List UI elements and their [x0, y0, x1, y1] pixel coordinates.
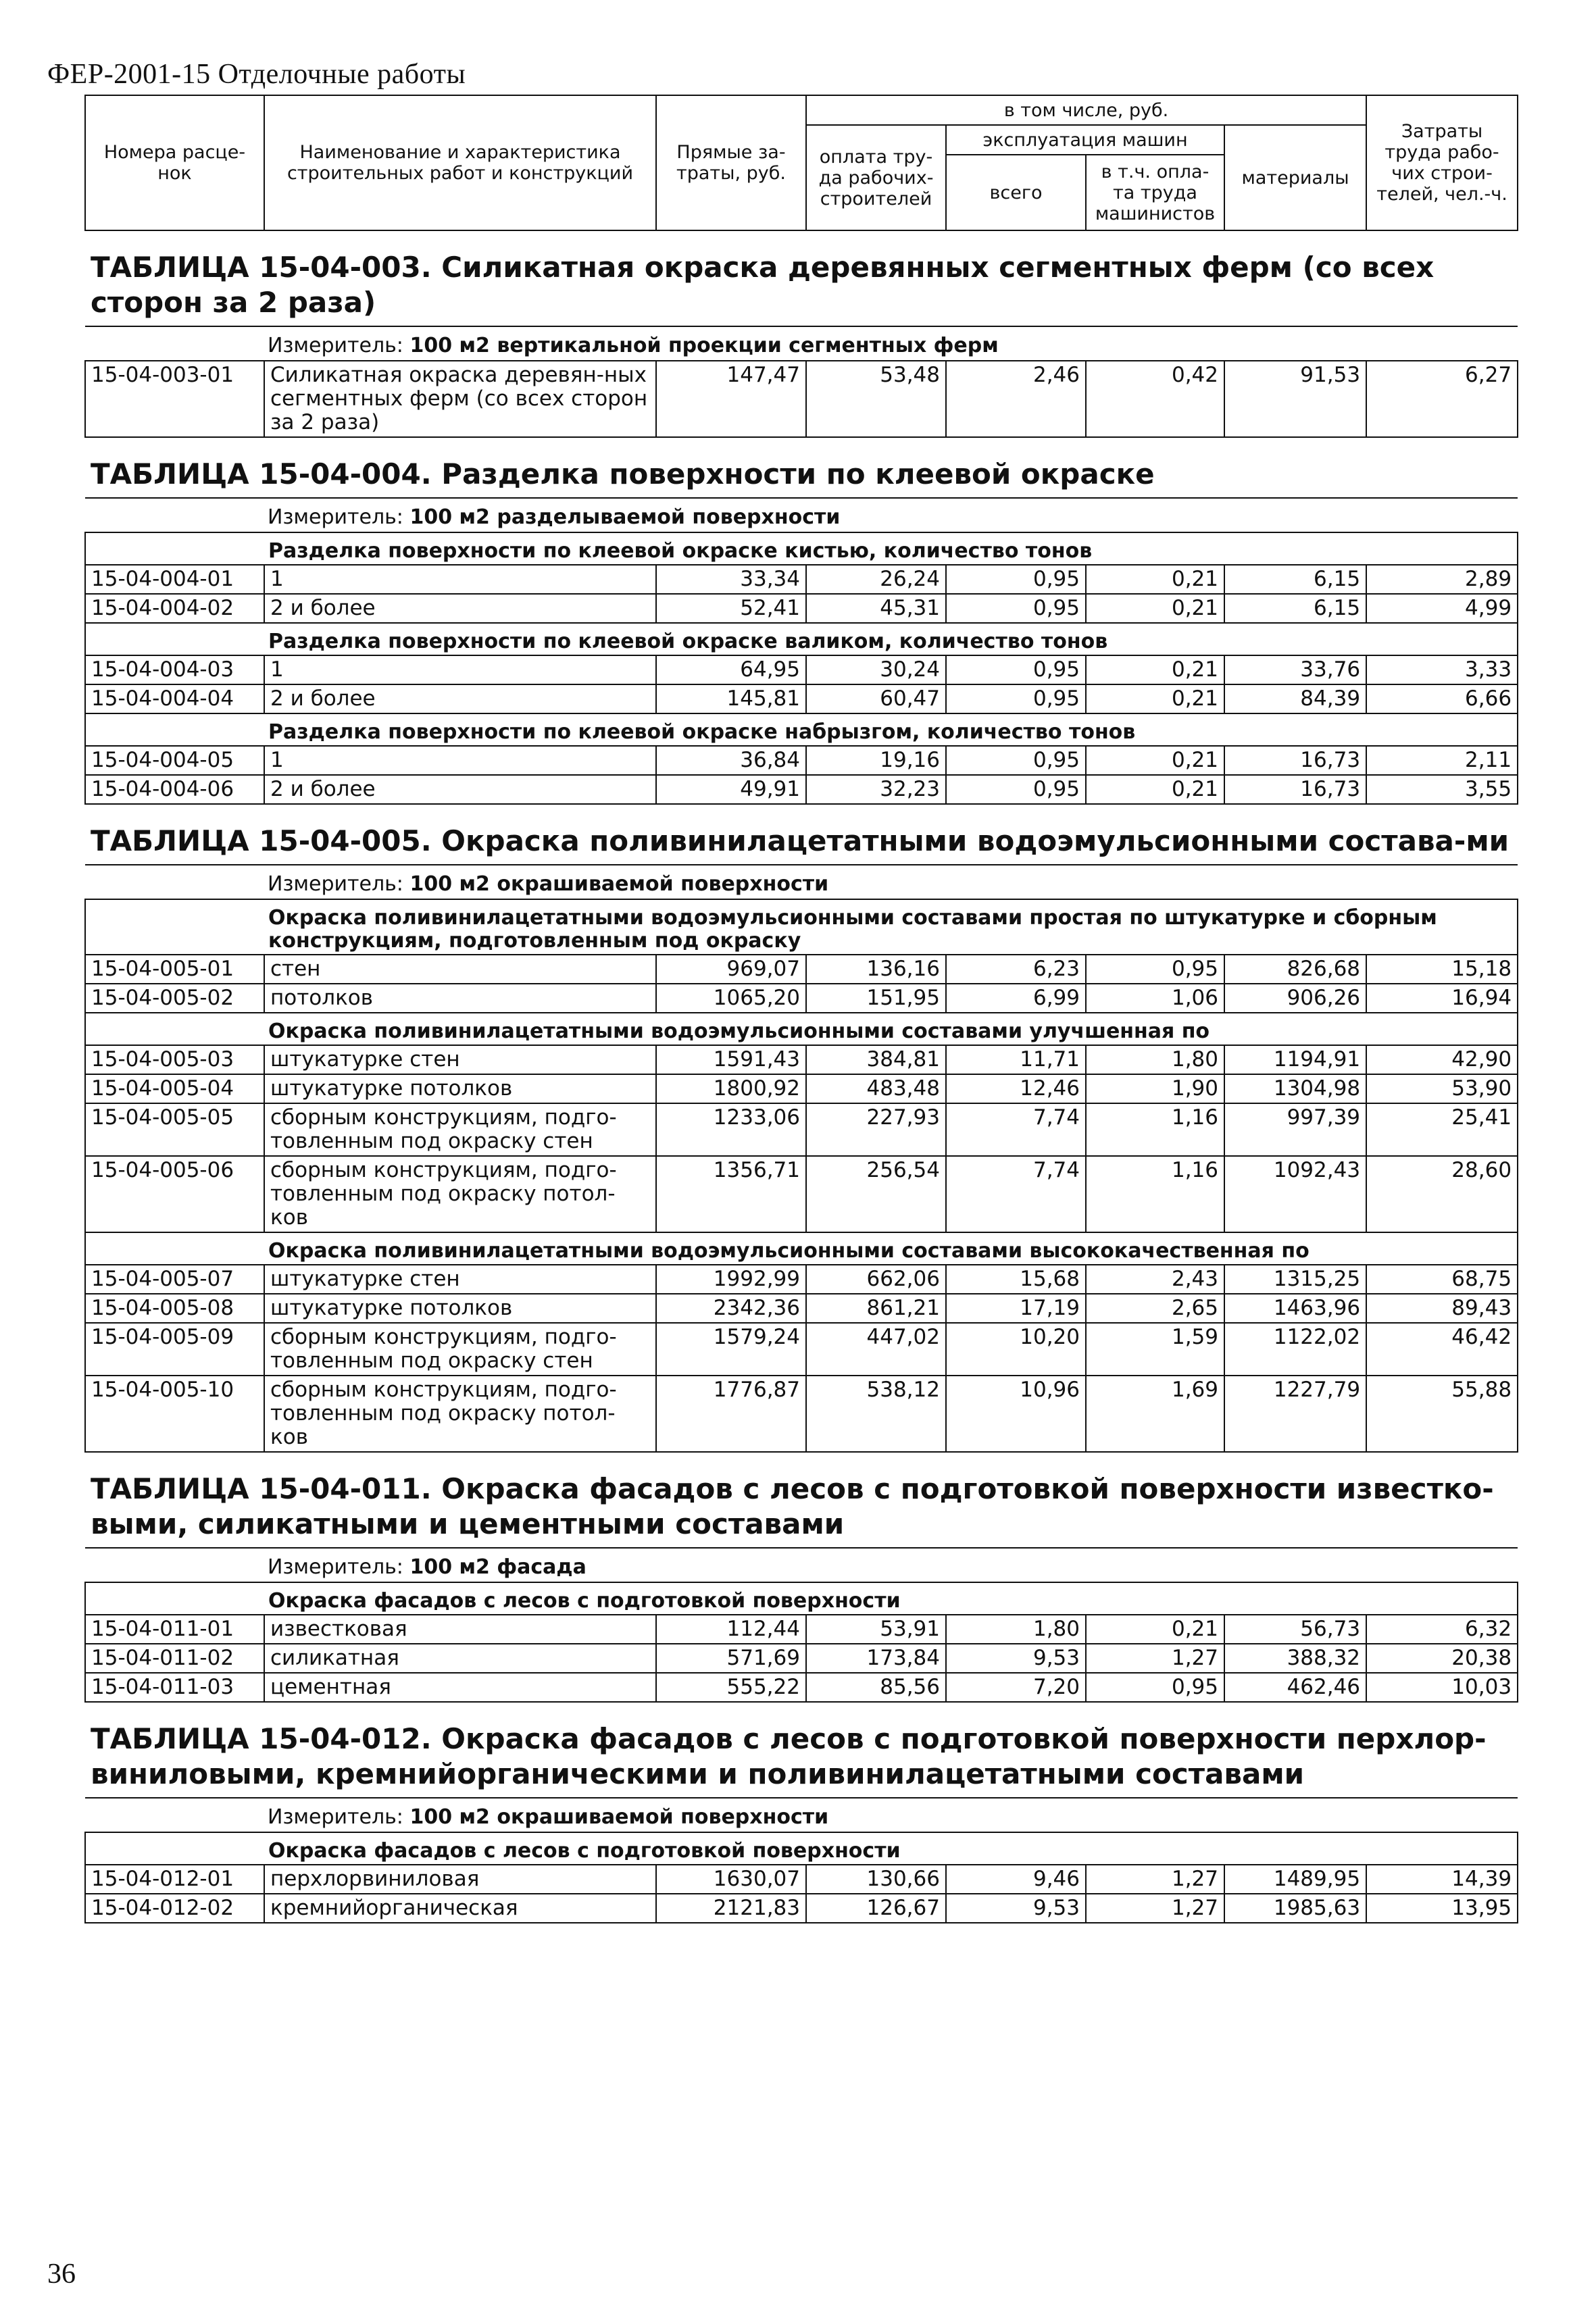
labor-hours: 16,94: [1366, 984, 1518, 1013]
direct-cost: 147,47: [656, 361, 806, 437]
work-name: 2 и более: [264, 684, 656, 713]
table-row: [85, 1615, 1518, 1644]
measure-label: Измеритель:: [268, 872, 403, 896]
work-name: цементная: [264, 1673, 656, 1702]
table-row: [85, 594, 1518, 623]
table-row: [85, 984, 1518, 1013]
header-labor-pay: оплата тру-да рабочих-строителей: [806, 125, 946, 230]
machinist-pay: 1,69: [1086, 1376, 1224, 1452]
direct-cost: 555,22: [656, 1673, 806, 1702]
direct-cost: 1579,24: [656, 1323, 806, 1376]
machine-total: 9,46: [946, 1865, 1086, 1894]
rate-code: 15-04-005-07: [85, 1265, 264, 1294]
table-row: [85, 1265, 1518, 1294]
machinist-pay: 1,80: [1086, 1045, 1224, 1074]
table-title-row: [85, 437, 1518, 498]
labor-pay: 538,12: [806, 1376, 946, 1452]
section-heading-row: [85, 1832, 1518, 1865]
measure-value: 100 м2 фасада: [409, 1555, 587, 1579]
table-row: [85, 684, 1518, 713]
labor-pay: 173,84: [806, 1644, 946, 1673]
labor-pay: 126,67: [806, 1894, 946, 1923]
machine-total: 9,53: [946, 1894, 1086, 1923]
table-row: [85, 1323, 1518, 1376]
rate-code: 15-04-004-04: [85, 684, 264, 713]
table-row: [85, 955, 1518, 984]
direct-cost: 52,41: [656, 594, 806, 623]
section-heading: Окраска фасадов с лесов с подготовкой поверхности: [85, 1832, 1518, 1865]
machinist-pay: 1,16: [1086, 1103, 1224, 1156]
rate-code: 15-04-012-02: [85, 1894, 264, 1923]
measure-cell: [85, 1548, 1518, 1582]
materials-cost: 91,53: [1224, 361, 1366, 437]
work-name: силикатная: [264, 1644, 656, 1673]
materials-cost: 84,39: [1224, 684, 1366, 713]
measure-cell: [85, 865, 1518, 899]
machinist-pay: 1,27: [1086, 1644, 1224, 1673]
rate-code: 15-04-003-01: [85, 361, 264, 437]
direct-cost: 145,81: [656, 684, 806, 713]
direct-cost: 1630,07: [656, 1865, 806, 1894]
labor-hours: 2,11: [1366, 746, 1518, 775]
direct-cost: 571,69: [656, 1644, 806, 1673]
labor-pay: 151,95: [806, 984, 946, 1013]
machinist-pay: 0,21: [1086, 746, 1224, 775]
measure-value: 100 м2 вертикальной проекции сегментных ферм: [409, 334, 999, 357]
work-name: 2 и более: [264, 775, 656, 804]
machinist-pay: 1,27: [1086, 1865, 1224, 1894]
labor-hours: 25,41: [1366, 1103, 1518, 1156]
labor-pay: 85,56: [806, 1673, 946, 1702]
labor-hours: 6,32: [1366, 1615, 1518, 1644]
measure-value: 100 м2 разделываемой поверхности: [409, 505, 841, 529]
direct-cost: 64,95: [656, 655, 806, 684]
work-name: стен: [264, 955, 656, 984]
machine-total: 10,20: [946, 1323, 1086, 1376]
rate-code: 15-04-011-01: [85, 1615, 264, 1644]
direct-cost: 33,34: [656, 565, 806, 594]
labor-hours: 3,55: [1366, 775, 1518, 804]
section-heading: Разделка поверхности по клеевой окраске кистью, количество тонов: [85, 532, 1518, 565]
labor-pay: 256,54: [806, 1156, 946, 1232]
materials-cost: 1227,79: [1224, 1376, 1366, 1452]
machine-total: 17,19: [946, 1294, 1086, 1323]
table-title-row: [85, 804, 1518, 865]
work-name: перхлорвиниловая: [264, 1865, 656, 1894]
labor-hours: 15,18: [1366, 955, 1518, 984]
labor-pay: 53,48: [806, 361, 946, 437]
machine-total: 0,95: [946, 684, 1086, 713]
table-title: ТАБЛИЦА 15-04-011. Окраска фасадов с лесов с подготовкой поверхности известко-выми, силикатными и цементными составами: [85, 1452, 1518, 1548]
labor-pay: 483,48: [806, 1074, 946, 1103]
header-machinist-pay: в т.ч. опла-та труда машинистов: [1086, 155, 1224, 230]
materials-cost: 1315,25: [1224, 1265, 1366, 1294]
page-number: 36: [47, 2259, 76, 2290]
direct-cost: 36,84: [656, 746, 806, 775]
labor-hours: 20,38: [1366, 1644, 1518, 1673]
rate-code: 15-04-005-01: [85, 955, 264, 984]
labor-pay: 26,24: [806, 565, 946, 594]
machine-total: 11,71: [946, 1045, 1086, 1074]
materials-cost: 388,32: [1224, 1644, 1366, 1673]
rate-code: 15-04-005-10: [85, 1376, 264, 1452]
machinist-pay: 0,42: [1086, 361, 1224, 437]
direct-cost: 1992,99: [656, 1265, 806, 1294]
price-table: [84, 95, 1518, 1923]
machine-total: 2,46: [946, 361, 1086, 437]
materials-cost: 33,76: [1224, 655, 1366, 684]
work-name: 1: [264, 746, 656, 775]
machine-total: 15,68: [946, 1265, 1086, 1294]
labor-pay: 30,24: [806, 655, 946, 684]
materials-cost: 826,68: [1224, 955, 1366, 984]
work-name: сборным конструкциям, подго-товленным под окраску стен: [264, 1103, 656, 1156]
measure-label: Измеритель:: [268, 334, 403, 357]
labor-pay: 130,66: [806, 1865, 946, 1894]
header-total: всего: [946, 155, 1086, 230]
work-name: штукатурке потолков: [264, 1294, 656, 1323]
labor-hours: 10,03: [1366, 1673, 1518, 1702]
machine-total: 0,95: [946, 655, 1086, 684]
work-name: известковая: [264, 1615, 656, 1644]
table-row: [85, 1865, 1518, 1894]
measure-row: [85, 498, 1518, 532]
section-heading-row: [85, 1232, 1518, 1265]
machinist-pay: 1,59: [1086, 1323, 1224, 1376]
work-name: 1: [264, 655, 656, 684]
machine-total: 7,20: [946, 1673, 1086, 1702]
labor-pay: 662,06: [806, 1265, 946, 1294]
labor-hours: 6,27: [1366, 361, 1518, 437]
labor-hours: 4,99: [1366, 594, 1518, 623]
rate-code: 15-04-005-09: [85, 1323, 264, 1376]
section-heading-row: [85, 713, 1518, 746]
labor-hours: 3,33: [1366, 655, 1518, 684]
direct-cost: 1356,71: [656, 1156, 806, 1232]
table-title: ТАБЛИЦА 15-04-004. Разделка поверхности по клеевой окраске: [85, 437, 1518, 498]
table-row: [85, 1045, 1518, 1074]
table-row: [85, 775, 1518, 804]
labor-hours: 6,66: [1366, 684, 1518, 713]
direct-cost: 2342,36: [656, 1294, 806, 1323]
rate-code: 15-04-005-04: [85, 1074, 264, 1103]
labor-hours: 28,60: [1366, 1156, 1518, 1232]
section-heading: Окраска фасадов с лесов с подготовкой поверхности: [85, 1582, 1518, 1615]
rate-code: 15-04-005-08: [85, 1294, 264, 1323]
rate-code: 15-04-005-03: [85, 1045, 264, 1074]
labor-pay: 384,81: [806, 1045, 946, 1074]
machine-total: 10,96: [946, 1376, 1086, 1452]
rate-code: 15-04-004-06: [85, 775, 264, 804]
section-heading-row: [85, 532, 1518, 565]
machinist-pay: 0,95: [1086, 1673, 1224, 1702]
rate-code: 15-04-005-02: [85, 984, 264, 1013]
running-head: ФЕР-2001-15 Отделочные работы: [47, 59, 466, 90]
work-name: кремнийорганическая: [264, 1894, 656, 1923]
table-row: [85, 361, 1518, 437]
table-row: [85, 1074, 1518, 1103]
work-name: Силикатная окраска деревян-ных сегментных ферм (со всех сторон за 2 раза): [264, 361, 656, 437]
table-title-row: [85, 1452, 1518, 1548]
table-row: [85, 1156, 1518, 1232]
machinist-pay: 0,21: [1086, 565, 1224, 594]
machine-total: 1,80: [946, 1615, 1086, 1644]
labor-hours: 55,88: [1366, 1376, 1518, 1452]
table-row: [85, 746, 1518, 775]
direct-cost: 969,07: [656, 955, 806, 984]
direct-cost: 1591,43: [656, 1045, 806, 1074]
machinist-pay: 0,21: [1086, 684, 1224, 713]
machine-total: 9,53: [946, 1644, 1086, 1673]
measure-value: 100 м2 окрашиваемой поверхности: [409, 1805, 829, 1829]
table-row: [85, 1673, 1518, 1702]
measure-cell: [85, 326, 1518, 361]
work-name: штукатурке потолков: [264, 1074, 656, 1103]
measure-cell: [85, 1798, 1518, 1832]
direct-cost: 1776,87: [656, 1376, 806, 1452]
work-name: потолков: [264, 984, 656, 1013]
machinist-pay: 1,16: [1086, 1156, 1224, 1232]
direct-cost: 1233,06: [656, 1103, 806, 1156]
labor-pay: 136,16: [806, 955, 946, 984]
materials-cost: 906,26: [1224, 984, 1366, 1013]
measure-row: [85, 326, 1518, 361]
table-row: [85, 655, 1518, 684]
materials-cost: 1092,43: [1224, 1156, 1366, 1232]
materials-cost: 1194,91: [1224, 1045, 1366, 1074]
measure-label: Измеритель:: [268, 505, 403, 529]
table-row: [85, 1376, 1518, 1452]
labor-hours: 68,75: [1366, 1265, 1518, 1294]
rate-code: 15-04-005-05: [85, 1103, 264, 1156]
machine-total: 6,23: [946, 955, 1086, 984]
table-title-row: [85, 230, 1518, 326]
measure-row: [85, 865, 1518, 899]
materials-cost: 1489,95: [1224, 1865, 1366, 1894]
machinist-pay: 1,27: [1086, 1894, 1224, 1923]
table-title: ТАБЛИЦА 15-04-012. Окраска фасадов с лесов с подготовкой поверхности перхлор-виниловыми, кремнийорганическими и поливинилацетатными составами: [85, 1702, 1518, 1798]
labor-pay: 45,31: [806, 594, 946, 623]
work-name: сборным конструкциям, подго-товленным под окраску стен: [264, 1323, 656, 1376]
header-machines: эксплуатация машин: [946, 125, 1224, 155]
machinist-pay: 1,06: [1086, 984, 1224, 1013]
machinist-pay: 0,21: [1086, 594, 1224, 623]
direct-cost: 1065,20: [656, 984, 806, 1013]
machine-total: 0,95: [946, 594, 1086, 623]
labor-pay: 861,21: [806, 1294, 946, 1323]
header-incl: в том числе, руб.: [806, 95, 1366, 125]
rate-code: 15-04-011-02: [85, 1644, 264, 1673]
table-row: [85, 1103, 1518, 1156]
labor-hours: 42,90: [1366, 1045, 1518, 1074]
labor-pay: 60,47: [806, 684, 946, 713]
work-name: сборным конструкциям, подго-товленным под окраску потол-ков: [264, 1376, 656, 1452]
machinist-pay: 0,21: [1086, 1615, 1224, 1644]
work-name: штукатурке стен: [264, 1045, 656, 1074]
machinist-pay: 0,21: [1086, 655, 1224, 684]
materials-cost: 16,73: [1224, 746, 1366, 775]
section-heading: Окраска поливинилацетатными водоэмульсионными составами высококачественная по: [85, 1232, 1518, 1265]
section-heading-row: [85, 899, 1518, 955]
materials-cost: 1122,02: [1224, 1323, 1366, 1376]
measure-label: Измеритель:: [268, 1805, 403, 1829]
machinist-pay: 1,90: [1086, 1074, 1224, 1103]
labor-hours: 2,89: [1366, 565, 1518, 594]
work-name: 1: [264, 565, 656, 594]
work-name: сборным конструкциям, подго-товленным под окраску потол-ков: [264, 1156, 656, 1232]
materials-cost: 997,39: [1224, 1103, 1366, 1156]
machinist-pay: 2,43: [1086, 1265, 1224, 1294]
column-header-row: [85, 95, 1518, 125]
labor-pay: 227,93: [806, 1103, 946, 1156]
work-name: штукатурке стен: [264, 1265, 656, 1294]
rate-code: 15-04-004-03: [85, 655, 264, 684]
machine-total: 6,99: [946, 984, 1086, 1013]
section-heading: Окраска поливинилацетатными водоэмульсионными составами улучшенная по: [85, 1013, 1518, 1045]
rate-code: 15-04-012-01: [85, 1865, 264, 1894]
materials-cost: 16,73: [1224, 775, 1366, 804]
rate-code: 15-04-004-02: [85, 594, 264, 623]
machine-total: 7,74: [946, 1103, 1086, 1156]
measure-row: [85, 1798, 1518, 1832]
labor-pay: 32,23: [806, 775, 946, 804]
work-name: 2 и более: [264, 594, 656, 623]
machine-total: 0,95: [946, 746, 1086, 775]
section-heading: Разделка поверхности по клеевой окраске набрызгом, количество тонов: [85, 713, 1518, 746]
table-row: [85, 1894, 1518, 1923]
labor-hours: 13,95: [1366, 1894, 1518, 1923]
machinist-pay: 0,21: [1086, 775, 1224, 804]
machinist-pay: 2,65: [1086, 1294, 1224, 1323]
materials-cost: 56,73: [1224, 1615, 1366, 1644]
table-row: [85, 1294, 1518, 1323]
labor-hours: 46,42: [1366, 1323, 1518, 1376]
header-code: Номера расце-нок: [85, 95, 264, 230]
table-title: ТАБЛИЦА 15-04-003. Силикатная окраска деревянных сегментных ферм (со всех сторон за 2 раза): [85, 230, 1518, 326]
header-labor: Затраты труда рабо-чих строи-телей, чел.-ч.: [1366, 95, 1518, 230]
labor-pay: 53,91: [806, 1615, 946, 1644]
rate-code: 15-04-004-01: [85, 565, 264, 594]
direct-cost: 2121,83: [656, 1894, 806, 1923]
materials-cost: 1304,98: [1224, 1074, 1366, 1103]
labor-hours: 53,90: [1366, 1074, 1518, 1103]
materials-cost: 1985,63: [1224, 1894, 1366, 1923]
direct-cost: 112,44: [656, 1615, 806, 1644]
rate-code: 15-04-004-05: [85, 746, 264, 775]
materials-cost: 6,15: [1224, 594, 1366, 623]
measure-label: Измеритель:: [268, 1555, 403, 1579]
machine-total: 0,95: [946, 565, 1086, 594]
table-row: [85, 1644, 1518, 1673]
section-heading: Разделка поверхности по клеевой окраске валиком, количество тонов: [85, 623, 1518, 655]
measure-row: [85, 1548, 1518, 1582]
labor-pay: 447,02: [806, 1323, 946, 1376]
materials-cost: 1463,96: [1224, 1294, 1366, 1323]
labor-hours: 14,39: [1366, 1865, 1518, 1894]
section-heading-row: [85, 623, 1518, 655]
direct-cost: 49,91: [656, 775, 806, 804]
machine-total: 0,95: [946, 775, 1086, 804]
measure-value: 100 м2 окрашиваемой поверхности: [409, 872, 829, 896]
machine-total: 7,74: [946, 1156, 1086, 1232]
measure-cell: [85, 498, 1518, 532]
section-heading-row: [85, 1013, 1518, 1045]
materials-cost: 462,46: [1224, 1673, 1366, 1702]
machinist-pay: 0,95: [1086, 955, 1224, 984]
header-name: Наименование и характеристика строительных работ и конструкций: [264, 95, 656, 230]
direct-cost: 1800,92: [656, 1074, 806, 1103]
rate-code: 15-04-005-06: [85, 1156, 264, 1232]
section-heading: Окраска поливинилацетатными водоэмульсионными составами простая по штукатурке и сборным конструкциям, подготовленным под окраску: [85, 899, 1518, 955]
table-title-row: [85, 1702, 1518, 1798]
labor-hours: 89,43: [1366, 1294, 1518, 1323]
section-heading-row: [85, 1582, 1518, 1615]
rate-code: 15-04-011-03: [85, 1673, 264, 1702]
machine-total: 12,46: [946, 1074, 1086, 1103]
header-materials: материалы: [1224, 125, 1366, 230]
table-row: [85, 565, 1518, 594]
materials-cost: 6,15: [1224, 565, 1366, 594]
header-direct: Прямые за-траты, руб.: [656, 95, 806, 230]
labor-pay: 19,16: [806, 746, 946, 775]
table-title: ТАБЛИЦА 15-04-005. Окраска поливинилацетатными водоэмульсионными состава-ми: [85, 804, 1518, 865]
price-document: [84, 95, 1517, 1923]
